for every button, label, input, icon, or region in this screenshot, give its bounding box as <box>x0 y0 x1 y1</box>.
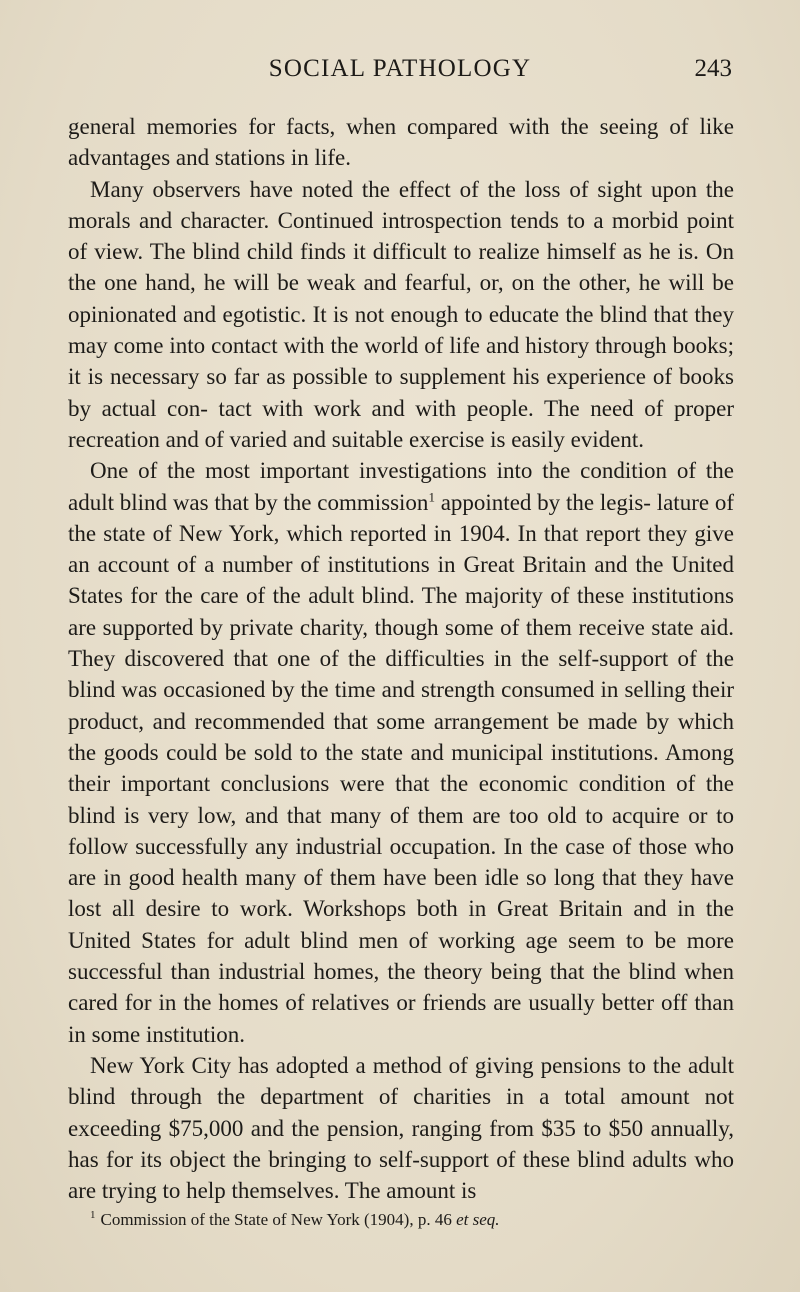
paragraph-continuation: general memories for facts, when compared with the seeing of like advantages and stations in life. <box>68 114 734 171</box>
running-title: SOCIAL PATHOLOGY <box>268 55 532 82</box>
paragraph-pensions: New York City has adopted a method of giving pensions to the adult blind through the department of charities in a total amount not exceeding $75,000 and the pension, ranging from $35 to $50 annually, has for its object the bringing to self-support of these blind adults who are trying to help themselves. The amount is <box>68 1052 734 1204</box>
footnote-italic: et seq. <box>456 1210 500 1229</box>
footnote <box>90 1209 740 1231</box>
body-text <box>68 111 734 1206</box>
page-number: 243 <box>694 55 732 82</box>
running-head <box>0 54 800 94</box>
footnote-marker: 1 <box>90 1209 96 1222</box>
footnote-text: Commission of the State of New York (1904), p. 46 <box>100 1210 457 1229</box>
paragraph-text-before-ref: One of the most important investigations into the condition of the adult blind was that by the commission <box>68 458 734 515</box>
paragraph-new-york-commission <box>68 455 734 1050</box>
footnote-reference[interactable]: 1 <box>428 488 435 504</box>
paragraph-text-after-ref: appointed by the legis- lature of the state of New York, which reported in 1904. In that report they give an account of a number of institutions in Great Britain and the United States for the care of the adult blind. The majority of these institutions are supported by private charity, though some of them receive state aid. They discovered that one of the difficulties in the self-support of the blind was occasioned by the time and strength consumed in selling their product, and recommended that some arrangement be made by which the goods could be sold to the state and municipal institutions. Among their important conclusions were that the economic condition of the blind is very low, and that many of them are too old to acquire or to follow successfully any industrial occupation. In the case of those who are in good health many of them have been idle so long that they have lost all desire to work. Workshops both in Great Britain and in the United States for adult blind men of working age seem to be more successful than industrial homes, the theory being that the blind when cared for in the homes of relatives or friends are usually better off than in some institution. <box>68 489 734 1047</box>
paragraph-blindness-morals: Many observers have noted the effect of the loss of sight upon the morals and character. Continued introspection tends to a morbid point of view. The blind child finds it difficult to realize himself as he is. On the one hand, he will be weak and fearful, or, on the other, he will be opinionated and egotistic. It is not enough to educate the blind that they may come into contact with the world of life and history through books; it is necessary so far as possible to supplement his experience of books by actual con- tact with work and with people. The need of proper recreation and of varied and suitable exercise is easily evident. <box>68 176 734 452</box>
